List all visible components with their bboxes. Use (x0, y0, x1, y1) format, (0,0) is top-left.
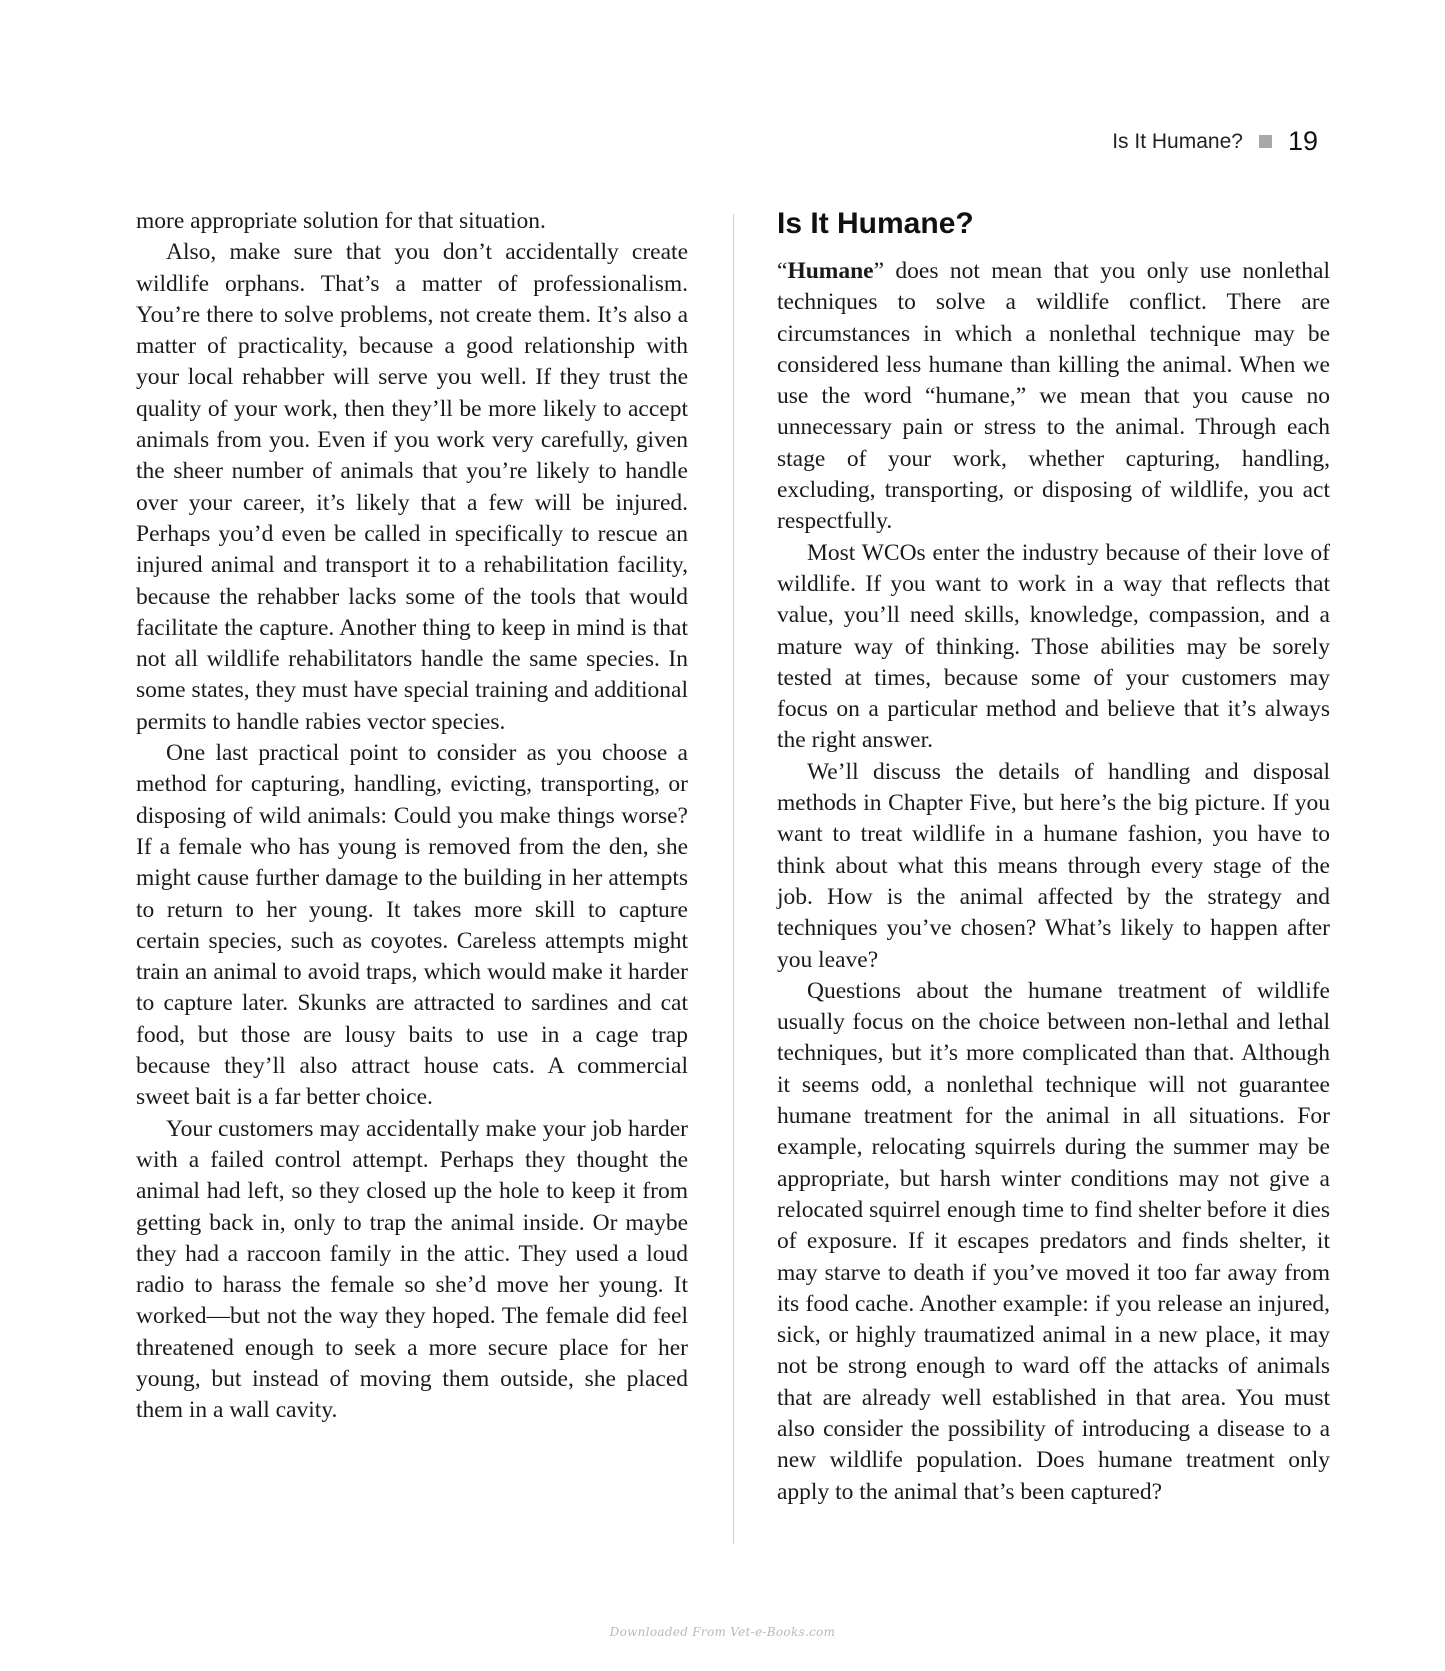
footer-watermark: Downloaded From Vet-e-Books.com (609, 1625, 836, 1639)
left-column (136, 206, 688, 1427)
running-head (1112, 126, 1318, 157)
lead-bold-term: Humane (787, 258, 874, 284)
lead-text: ” does not mean that you only use nonlethal techniques to solve a wildlife conflict. There are circumstances in which a nonlethal technique may be considered less humane than killing the animal. When we use the word “humane,” we mean that you cause no unnecessary pain or stress to the animal. Through each stage of your work, whether capturing, handling, excluding, transporting, or disposing of wildlife, you act respectfully. (777, 258, 1330, 535)
paragraph: Questions about the humane treatment of wildlife usually focus on the choice between non-lethal and lethal techniques, but it’s more complicated than that. Although it seems odd, a nonlethal technique will not guarantee humane treatment for the animal in all situations. For example, relocating squirrels during the summer may be appropriate, but harsh winter conditions may not give a relocated squirrel enough time to find shelter before it dies of exposure. If it escapes predators and finds shelter, it may starve to death if you’ve moved it too far away from its food cache. Another example: if you release an injured, sick, or highly traumatized animal in a new place, it may not be strong enough to ward off the attacks of animals that are already well established in that area. You must also consider the possibility of introducing a disease to a new wildlife population. Does humane treatment only apply to the animal that’s been captured? (777, 977, 1330, 1505)
paragraph: One last practical point to consider as you choose a method for capturing, handling, evicting, transporting, or disposing of wild animals: Could you make things worse? If a female who has young is removed from the den, she might cause further damage to the building in her attempts to return to her young. It takes more skill to capture certain species, such as coyotes. Careless attempts might train an animal to avoid traps, which would make it harder to capture later. Skunks are attracted to sardines and cat food, but those are lousy baits to use in a cage trap because they’ll also attract house cats. A commercial sweet bait is a far better choice. (136, 740, 688, 1111)
lead-open-quote: “ (777, 258, 788, 284)
paragraph: Most WCOs enter the industry because of their love of wildlife. If you want to work in a way that reflects that value, you’ll need skills, knowledge, compassion, and a mature way of thinking. Those abilities may be sorely tested at times, because some of your customers may focus on a particular method and believe that it’s always the right answer. (777, 539, 1330, 754)
paragraph-continued: more appropriate solution for that situation. (136, 208, 546, 234)
running-title: Is It Humane? (1112, 129, 1243, 153)
right-column (777, 206, 1330, 1508)
section-heading: Is It Humane? (777, 207, 974, 240)
paragraph-lead (777, 256, 1330, 538)
running-head-square-icon (1259, 135, 1272, 148)
column-divider (733, 214, 734, 1544)
paragraph: We’ll discuss the details of handling and disposal methods in Chapter Five, but here’s the big picture. If you want to treat wildlife in a humane fashion, you have to think about what this means through every stage of the job. How is the animal affected by the strategy and techniques you’ve chosen? What’s likely to happen after you leave? (777, 758, 1330, 973)
paragraph: Also, make sure that you don’t accidentally create wildlife orphans. That’s a matter of professionalism. You’re there to solve problems, not create them. It’s also a matter of practicality, because a good relationship with your local rehabber will serve you well. If they trust the quality of your work, then they’ll be more likely to accept animals from you. Even if you work very carefully, given the sheer number of animals that you’re likely to handle over your career, it’s likely that a few will be injured. Perhaps you’d even be called in specifically to rescue an injured animal and transport it to a rehabilitation facility, because the rehabber lacks some of the tools that would facilitate the capture. Another thing to keep in mind is that not all wildlife rehabilitators handle the same species. In some states, they must have special training and additional permits to handle rabies vector species. (136, 239, 688, 735)
page-number: 19 (1287, 126, 1318, 156)
paragraph: Your customers may accidentally make your job harder with a failed control attempt. Perhaps they thought the animal had left, so they closed up the hole to keep it from getting back in, only to trap the animal inside. Or maybe they had a raccoon family in the attic. They used a loud radio to harass the female so she’d move her young. It worked—but not the way they hoped. The female did feel threatened enough to seek a more secure place for her young, but instead of moving them outside, she placed them in a wall cavity. (136, 1115, 688, 1424)
